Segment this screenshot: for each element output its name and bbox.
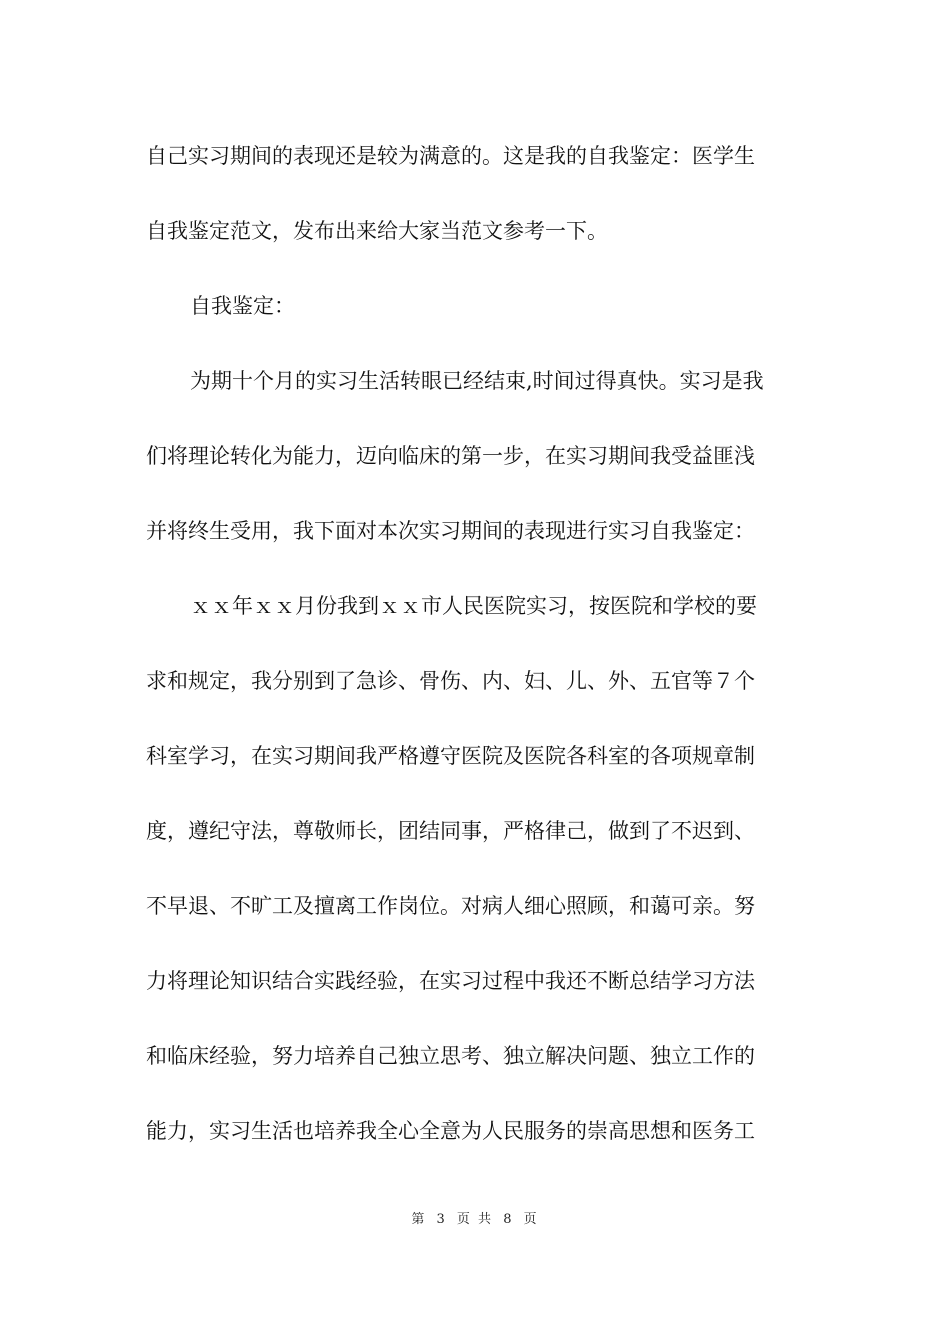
text-line: 不早退、不旷工及擅离工作岗位。对病人细心照顾，和蔼可亲。努: [146, 894, 755, 918]
text-line: 为期十个月的实习生活转眼已经结束,时间过得真快。实习是我: [190, 369, 764, 393]
footer-middle: 页 共: [456, 1212, 494, 1227]
footer-suffix: 页: [523, 1212, 539, 1227]
text-line: 科室学习，在实习期间我严格遵守医院及医院各科室的各项规章制: [146, 744, 755, 768]
text-line: 求和规定，我分别到了急诊、骨伤、内、妇、儿、外、五官等７个: [146, 669, 755, 693]
footer-current-page: 3: [436, 1212, 447, 1227]
text-line: ｘｘ年ｘｘ月份我到ｘｘ市人民医院实习，按医院和学校的要: [190, 594, 757, 618]
footer-total-pages: 8: [503, 1212, 514, 1227]
body-text: [146, 135, 816, 1185]
text-line: 自我鉴定范文，发布出来给大家当范文参考一下。: [146, 219, 608, 243]
text-line: 并将终生受用，我下面对本次实习期间的表现进行实习自我鉴定：: [146, 519, 755, 543]
text-line: 力将理论知识结合实践经验，在实习过程中我还不断总结学习方法: [146, 969, 755, 993]
section-heading: 自我鉴定：: [190, 294, 295, 318]
text-line: 们将理论转化为能力，迈向临床的第一步，在实习期间我受益匪浅: [146, 444, 755, 468]
text-line: 和临床经验，努力培养自己独立思考、独立解决问题、独立工作的: [146, 1044, 755, 1068]
text-line: 能力，实习生活也培养我全心全意为人民服务的崇高思想和医务工: [146, 1119, 755, 1143]
page-footer: [0, 1208, 950, 1227]
footer-prefix: 第: [411, 1212, 427, 1227]
text-line: 自己实习期间的表现还是较为满意的。这是我的自我鉴定：医学生: [146, 144, 755, 168]
text-line: 度，遵纪守法，尊敬师长，团结同事，严格律己，做到了不迟到、: [146, 819, 755, 843]
